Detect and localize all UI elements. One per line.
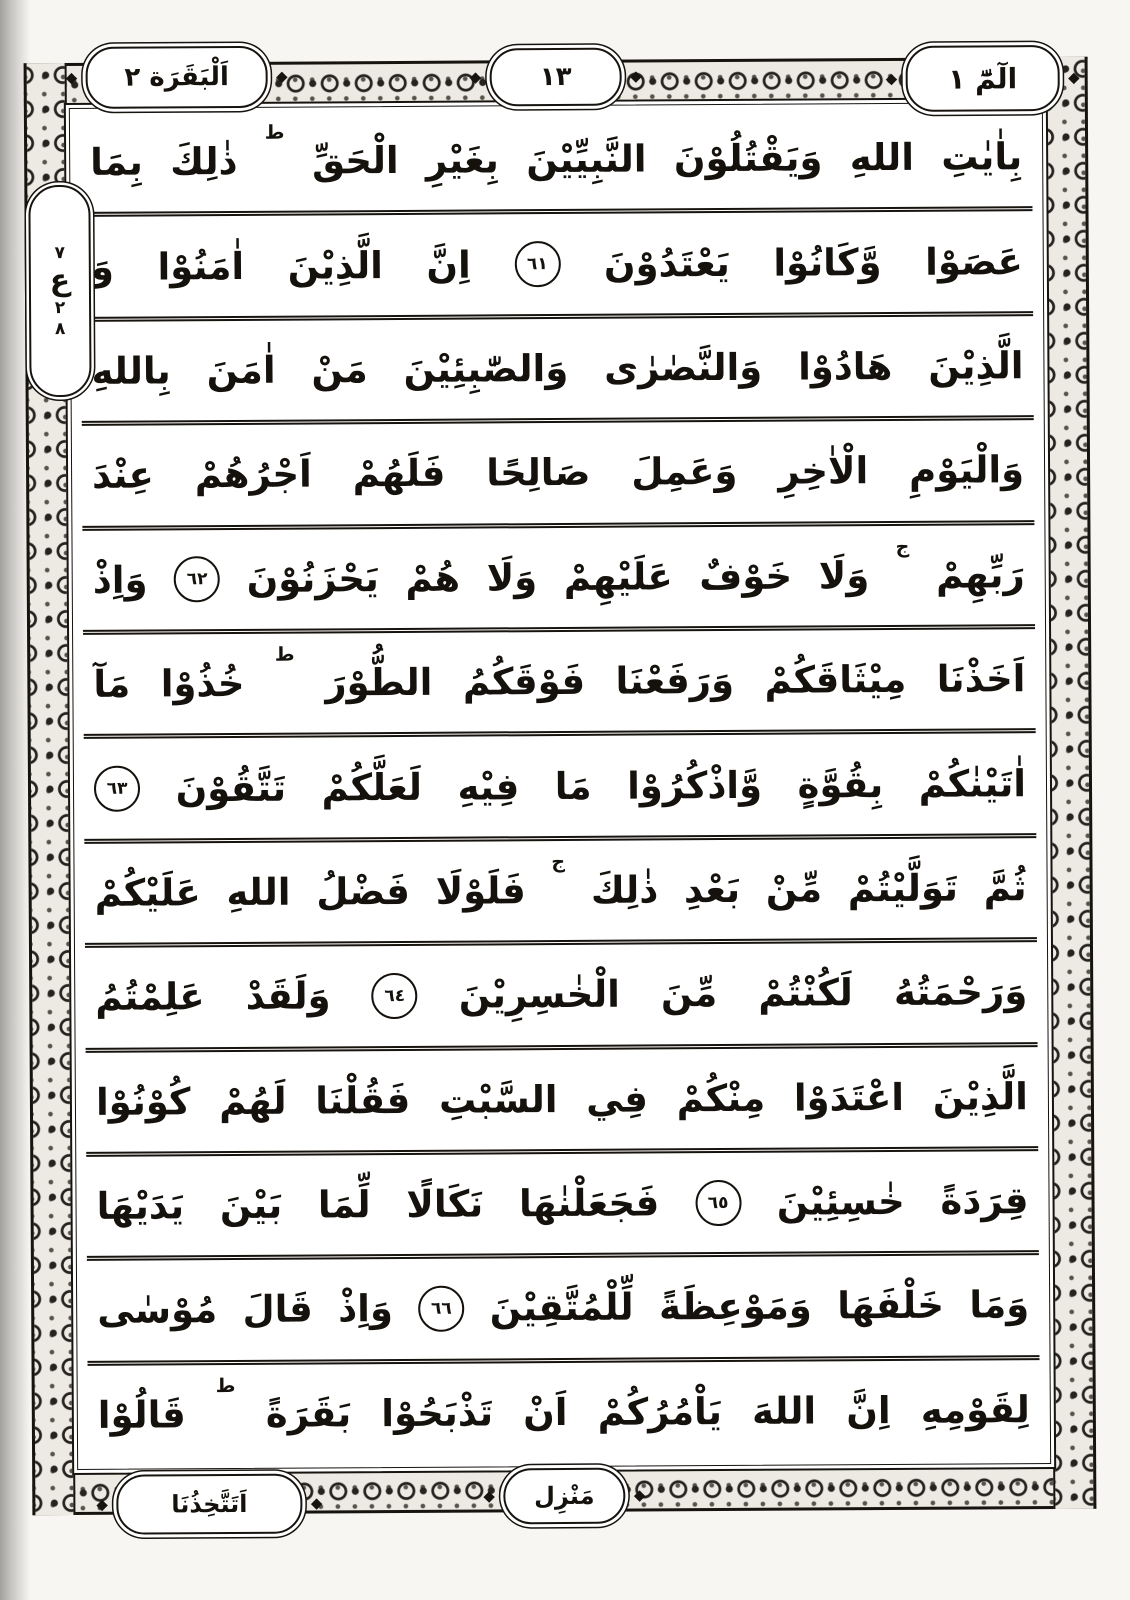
- quran-line-12: [87, 1255, 1040, 1365]
- word: بَيْنَ: [219, 1183, 283, 1228]
- word: السَّبْتِ: [438, 1077, 558, 1122]
- quran-line-5: [82, 525, 1035, 635]
- word: بِاٰيٰتِ: [941, 135, 1023, 179]
- word: رَبِّهِمْ: [935, 552, 1025, 597]
- word: عَصَوْا: [925, 239, 1023, 284]
- word: وَرَحْمَتُهُ: [893, 970, 1028, 1015]
- stop-mark: ج: [895, 535, 910, 558]
- word: الْاٰخِرِ: [778, 449, 869, 494]
- word: وَالْيَوْمِ: [908, 448, 1025, 493]
- finial-diamond-icon: ◆: [65, 68, 78, 87]
- word: تَذْبَحُوْا: [381, 1391, 494, 1435]
- word: عِنْدَ: [91, 453, 155, 498]
- text-lines: [80, 107, 1040, 1465]
- word: بِاللهِ: [91, 349, 171, 393]
- catchword-label: اَتَتَّخِذُنَا: [171, 1489, 248, 1519]
- ayah-number-marker: ٦٢: [174, 556, 220, 602]
- word: وَّكَانُوْا: [773, 240, 882, 285]
- page-number-cartouche: [469, 48, 642, 107]
- word: هَادُوْا: [798, 344, 893, 389]
- word: لِّلْمُتَّقِيْنَ: [489, 1286, 634, 1330]
- word: فَوْقَكُمُ: [462, 659, 586, 704]
- word: وَلَقَدْ: [245, 974, 331, 1019]
- word: وَعَمِلَ: [631, 450, 738, 494]
- stop-mark: ج: [551, 850, 566, 873]
- finial-diamond-icon: ◆: [276, 67, 288, 86]
- word: لَكُنْتُمْ: [758, 971, 854, 1016]
- word: اِنَّ: [846, 1388, 891, 1433]
- ruku-ayn-symbol: ع: [49, 262, 71, 298]
- word: هُمْ: [405, 556, 461, 600]
- word: يَحْزَنُوْنَ: [246, 556, 380, 601]
- word: وَرَفَعْنَا: [615, 659, 735, 703]
- word: اَخَذْنَا: [936, 657, 1026, 701]
- word: النَّبِيِّيْنَ: [526, 137, 647, 182]
- word: اِنَّ: [426, 243, 471, 287]
- word: قِرَدَةً: [940, 1179, 1029, 1223]
- stop-mark: ط: [215, 1374, 236, 1397]
- stop-mark: ط: [274, 643, 295, 666]
- word: خَوْفٌ: [699, 554, 793, 598]
- word: وَ: [90, 245, 115, 289]
- word: مَا: [554, 764, 592, 808]
- ruku-ayat-count: ٢: [54, 297, 66, 318]
- ayah-number-marker: ٦٦: [418, 1286, 464, 1332]
- quran-line-10: [86, 1047, 1039, 1157]
- quran-line-4: [82, 420, 1035, 530]
- quran-line-3: [81, 316, 1034, 426]
- surah-name-cartouche: [65, 46, 288, 109]
- word: وَمَا: [969, 1283, 1030, 1327]
- ayah-number-marker: ٦١: [514, 241, 560, 287]
- word: وَالصّٰبِئِيْنَ: [403, 346, 569, 391]
- word: فَقُلْنَا: [315, 1078, 411, 1123]
- word: عَلَيْهِمْ: [563, 555, 673, 599]
- word: مِيْثَاقَكُمْ: [764, 658, 907, 702]
- word: مَنْ: [311, 348, 368, 392]
- word: عَلَيْكُمْ: [94, 871, 201, 915]
- word: ثُمَّ: [983, 866, 1027, 910]
- word: قَالَ: [242, 1288, 313, 1332]
- word: اللهِ: [226, 870, 291, 914]
- quran-line-7: [84, 733, 1037, 843]
- ayah-number-marker: ٦٣: [94, 766, 140, 812]
- word: بِغَيْرِ: [425, 138, 500, 182]
- quran-line-1: [80, 107, 1033, 217]
- word: فِي: [586, 1077, 649, 1121]
- ruku-number-in-juz: ٨: [54, 318, 66, 339]
- word: بِقُوَّةٍ: [797, 762, 884, 807]
- word: خَلْفَهَا: [837, 1284, 945, 1328]
- word: اٰمَنُوْا: [157, 244, 245, 289]
- word: لِّمَا: [317, 1183, 371, 1227]
- finial-diamond-icon: ◆: [1068, 68, 1080, 87]
- finial-diamond-icon: ◆: [96, 1495, 108, 1514]
- word: بِمَا: [90, 140, 143, 185]
- finial-diamond-icon: ◆: [469, 67, 482, 87]
- word: الَّذِيْنَ: [928, 344, 1024, 388]
- word: يَاْمُرُكُمْ: [597, 1389, 723, 1434]
- word: اٰمَنَ: [206, 348, 276, 393]
- word: وَاِذْ: [92, 558, 148, 602]
- catchword-cartouche: [96, 1474, 323, 1535]
- word: وَّاذْكُرُوْا: [627, 763, 763, 808]
- word: الْخٰسِرِيْنَ: [458, 972, 620, 1017]
- word: فَلَهُمْ: [352, 452, 446, 496]
- word: يَعْتَدُوْنَ: [603, 241, 730, 286]
- word: الَّذِيْنَ: [287, 243, 383, 288]
- finial-diamond-icon: ◆: [885, 69, 898, 88]
- juz-name-cartouche: [885, 45, 1080, 112]
- quran-line-2: [81, 211, 1034, 321]
- word: يَدَيْهَا: [96, 1184, 185, 1228]
- finial-diamond-icon: ◆: [483, 1486, 495, 1505]
- mushaf-page: [24, 57, 1097, 1519]
- word: مُوْسٰى: [97, 1288, 218, 1333]
- word: وَمَوْعِظَةً: [658, 1284, 813, 1329]
- word: لَهُمْ: [219, 1079, 287, 1123]
- word: وَلَا: [818, 553, 870, 598]
- word: وَيَقْتُلُوْنَ: [673, 136, 823, 181]
- word: اَجْرُهُمْ: [194, 452, 312, 497]
- ayah-number-marker: ٦٤: [372, 973, 418, 1019]
- word: مِّنَ: [660, 972, 718, 1016]
- word: فِيْهِ: [457, 764, 520, 809]
- word: لَعَلَّكُمْ: [321, 765, 423, 809]
- quran-line-9: [85, 942, 1038, 1052]
- surah-name-label: اَلْبَقَرَة ٢: [124, 62, 229, 93]
- word: خُذُوْا: [160, 662, 245, 706]
- word: ذٰلِكَ: [170, 140, 238, 184]
- word: عَلِمْتُمُ: [95, 975, 205, 1020]
- word: بَقَرَةً: [265, 1392, 352, 1436]
- word: اللهَ: [751, 1389, 817, 1433]
- word: الطُّوْرَ: [325, 660, 433, 705]
- word: مِنْكُمْ: [676, 1076, 766, 1120]
- quran-line-13: [88, 1360, 1041, 1465]
- word: فَجَعَلْنٰهَا: [518, 1181, 660, 1226]
- quran-line-6: [83, 629, 1036, 739]
- word: الْحَقِّ: [311, 139, 399, 183]
- stop-mark: ط: [264, 121, 285, 144]
- word: اَنْ: [523, 1390, 568, 1435]
- word: فَضْلُ: [316, 869, 411, 914]
- quran-line-8: [84, 838, 1037, 948]
- word: اعْتَدَوْا: [793, 1075, 905, 1120]
- word: الَّذِيْنَ: [932, 1074, 1029, 1119]
- ayah-number-marker: ٦٥: [695, 1179, 741, 1225]
- word: بَعْدِ: [683, 867, 741, 912]
- word: نَكَالًا: [406, 1182, 484, 1227]
- word: وَالنَّصٰرٰى: [604, 345, 763, 390]
- juz-name-label: الٓمّٓ ١: [948, 61, 1018, 96]
- word: ذٰلِكَ: [590, 868, 659, 912]
- finial-diamond-icon: ◆: [633, 1485, 646, 1505]
- word: تَوَلَّيْتُمْ: [847, 866, 959, 911]
- page-number-label: ١٣: [539, 61, 572, 93]
- word: صَالِحًا: [486, 451, 591, 495]
- word: فَلَوْلَا: [435, 869, 526, 913]
- ruku-marker: [28, 185, 91, 397]
- word: مِّنْ: [765, 867, 823, 911]
- ruku-number-in-surah: ٧: [54, 242, 65, 263]
- word: مَآ: [93, 662, 131, 706]
- finial-diamond-icon: ◆: [630, 66, 642, 86]
- word: اٰتَيْنٰكُمْ: [918, 761, 1027, 806]
- word: وَلَا: [486, 555, 538, 600]
- word: كُوْنُوْا: [95, 1079, 191, 1124]
- word: اللهِ: [849, 136, 915, 180]
- word: لِقَوْمِهِ: [920, 1388, 1030, 1432]
- word: وَاِذْ: [338, 1287, 394, 1331]
- word: تَتَّقُوْنَ: [175, 766, 287, 810]
- manzil-cartouche: [483, 1468, 646, 1525]
- text-block-frame: [64, 97, 1056, 1475]
- word: خٰسِئِيْنَ: [776, 1179, 905, 1224]
- finial-diamond-icon: ◆: [310, 1493, 323, 1513]
- manzil-label: مَنْزِل: [534, 1481, 595, 1511]
- quran-line-11: [86, 1151, 1039, 1261]
- word: قَالُوْا: [97, 1393, 186, 1437]
